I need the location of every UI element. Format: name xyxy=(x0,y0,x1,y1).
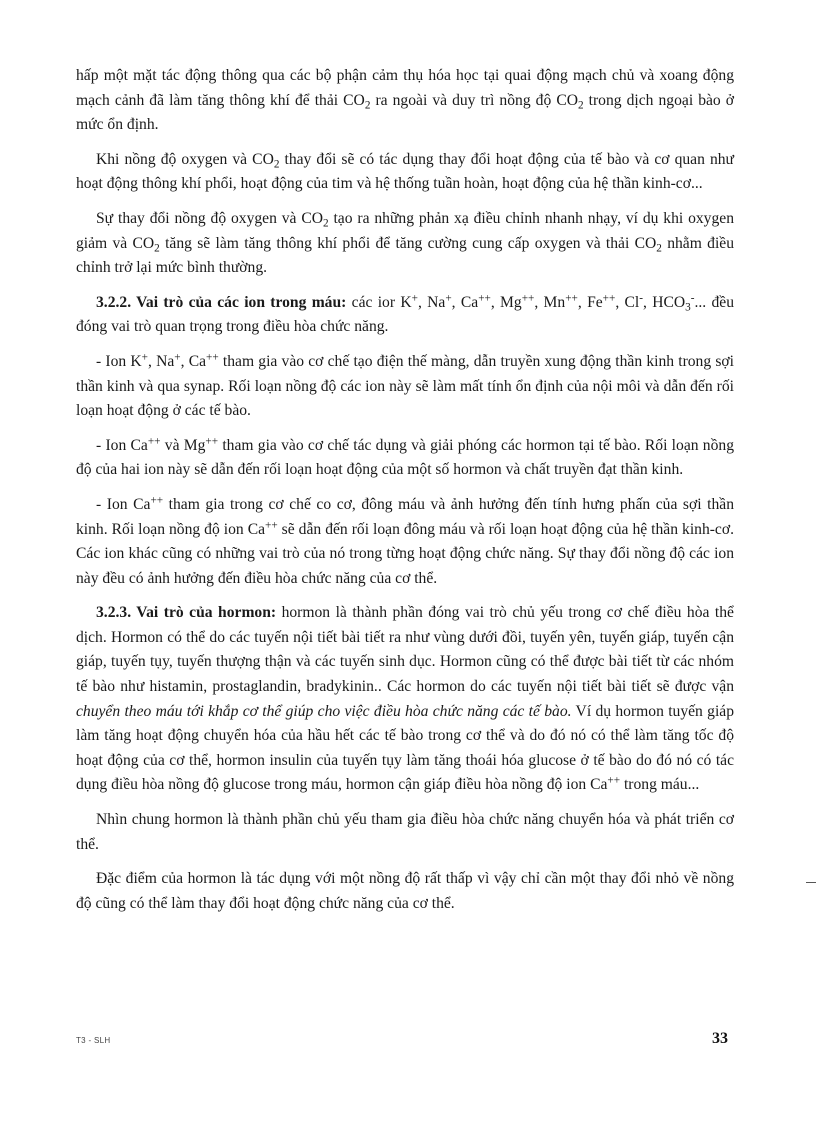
text-run: và Mg xyxy=(160,436,206,454)
text-run: - Ion Ca xyxy=(96,436,148,454)
subscript: 2 xyxy=(364,98,371,111)
page-number: 33 xyxy=(712,1030,728,1047)
text-run: hấp một mặt tác động thông qua các bộ phận cảm thụ hóa học tại quai động mạch chủ và xoang động mạch cảnh đã làm tăng thông khí để thải CO xyxy=(76,67,734,109)
text-run: - Ion Ca xyxy=(96,495,151,513)
paragraph xyxy=(76,601,734,798)
subscript: 2 xyxy=(323,217,329,230)
text-run: ra ngoài và duy trì nồng độ CO xyxy=(370,91,578,109)
superscript: + xyxy=(411,292,418,305)
paragraph xyxy=(76,64,734,138)
text-run: , HCO xyxy=(643,293,686,311)
text-run: tăng sẽ làm tăng thông khí phổi để tăng cường cung cấp oxygen và thải CO xyxy=(159,234,657,252)
text-run: , Na xyxy=(417,293,446,311)
superscript: ++ xyxy=(265,518,278,531)
text-run: nhằm điều chỉnh trở lại mức bình thường. xyxy=(76,234,734,277)
text-run: tham gia vào cơ chế tác dụng và giải phóng các hormon tại tế bào. Rối loạn nồng độ của hai ion này sẽ dẫn đến rối loạn hoạt động của một số hormon và chất truyền đạt thần kinh. xyxy=(76,436,734,479)
italic-run: chuyển theo máu tới khắp cơ thể giúp cho việc điều hòa chức năng các tế bào. xyxy=(76,702,572,720)
text-run: Đặc điểm của hormon là tác dụng với một nồng độ rất thấp vì vậy chỉ cần một thay đổi nhỏ về nồng độ cũng có thể làm thay đổi hoạt động chức năng của cơ thể. xyxy=(76,870,734,912)
superscript: ++ xyxy=(206,351,219,364)
text-run: , Cl xyxy=(615,293,640,311)
text-run: Khi nồng độ oxygen và CO xyxy=(96,150,274,168)
superscript: + xyxy=(141,351,148,364)
footer-code: T3 - SLH xyxy=(76,1036,111,1045)
superscript: ++ xyxy=(147,435,161,448)
subscript: 2 xyxy=(273,158,280,171)
text-run: tham gia vào cơ chế tạo điện thế màng, dẫn truyền xung động thần kinh trong sợi thần kinh và qua synap. Rối loạn nồng độ các ion này sẽ làm mất tính ổn định của nội môi và dẫn đến rối loạn hoạt động ở các tế bào. xyxy=(76,352,735,420)
superscript: ++ xyxy=(565,292,578,305)
text-run: , Ca xyxy=(180,352,207,370)
superscript: + xyxy=(445,292,452,305)
superscript: + xyxy=(174,351,181,364)
text-run: thay đổi sẽ có tác dụng thay đổi hoạt động của tế bào và cơ quan như hoạt động thông khí phổi, hoạt động của tim và hệ thống tuần hoàn, hoạt động của hệ thần kinh-cơ... xyxy=(76,150,734,193)
superscript: ++ xyxy=(478,292,491,305)
paragraph xyxy=(76,434,734,483)
paragraph xyxy=(76,808,734,857)
paragraph xyxy=(76,493,734,591)
superscript: ++ xyxy=(205,435,219,448)
text-run: trong máu... xyxy=(620,776,700,794)
paragraph xyxy=(76,148,734,197)
section-heading: 3.2.3. Vai trò của hormon: xyxy=(96,604,277,622)
section-heading: 3.2.2. Vai trò của các ion trong máu: xyxy=(96,293,347,311)
text-run: hormon là thành phần đóng vai trò chủ yếu trong cơ chế điều hòa thể dịch. Hormon có thể do các tuyến nội tiết bài tiết ra như vùng dưới đồi, tuyến yên, tuyến giáp, tuyến cận giáp, tuyến tụy, tuyến thượng thận và các tuyến sinh dục. Hormon cũng có thể được bài tiết từ các nhóm tế bào như histamin, prostaglandin, bradykinin.. Các hormon do các tuyến nội tiết bài tiết sẽ được vận xyxy=(76,604,734,696)
text-run: tạo ra những phản xạ điều chỉnh nhanh nhạy, ví dụ khi oxygen giảm và CO xyxy=(76,209,734,252)
text-run: , Mn xyxy=(534,293,566,311)
superscript: ++ xyxy=(150,494,164,507)
text-run: Ví dụ hormon tuyến giáp làm tăng hoạt động chuyển hóa của hầu hết các tế bào trong cơ thể và do đó nó có thể làm tăng tốc độ hoạt động của cơ thể, hormon insulin của tuyến tụy làm tăng thoái hóa glucose ở tế bào do đó nó có tác dụng điều hòa nồng độ glucose trong máu, hormon cận giáp điều hòa nồng độ ion Ca xyxy=(76,702,734,794)
text-run: , Ca xyxy=(451,293,479,311)
subscript: 2 xyxy=(577,98,584,111)
superscript: ++ xyxy=(521,292,535,305)
superscript: - xyxy=(690,292,695,305)
subscript: 3 xyxy=(685,301,691,314)
subscript: 2 xyxy=(656,241,662,254)
text-run: các ior K xyxy=(346,293,412,311)
paragraph xyxy=(76,207,734,281)
page-body xyxy=(76,64,734,916)
text-run: , Fe xyxy=(577,293,603,311)
paragraph xyxy=(76,867,734,916)
text-run: sẽ dẫn đến rối loạn đông máu và rối loạn hoạt động của hệ thần kinh-cơ. Các ion khác cũng có những vai trò của nó trong từng hoạt động chức năng. Sự thay đổi nồng độ các ion này đều có ảnh hưởng đến điều hòa chức năng của cơ thể. xyxy=(76,520,734,587)
text-run: Sự thay đổi nồng độ oxygen và CO xyxy=(96,209,323,227)
paragraph xyxy=(76,350,734,424)
superscript: - xyxy=(639,292,644,305)
text-run: ... đều đóng vai trò quan trọng trong điều hòa chức năng. xyxy=(76,293,735,336)
paragraph xyxy=(76,291,734,340)
text-run: , Na xyxy=(147,352,175,370)
text-run: trong dịch ngoại bào ở mức ổn định. xyxy=(76,91,735,134)
superscript: ++ xyxy=(607,774,621,787)
text-run: - Ion K xyxy=(96,352,142,370)
text-run: Nhìn chung hormon là thành phần chủ yếu tham gia điều hòa chức năng chuyển hóa và phát triển cơ thể. xyxy=(76,811,734,853)
text-run: tham gia trong cơ chế co cơ, đông máu và ảnh hưởng đến tính hưng phấn của sợi thần kinh. Rối loạn nồng độ ion Ca xyxy=(76,495,734,538)
subscript: 2 xyxy=(154,241,160,254)
superscript: ++ xyxy=(602,292,616,305)
text-run: , Mg xyxy=(490,293,522,311)
margin-mark xyxy=(806,882,816,883)
